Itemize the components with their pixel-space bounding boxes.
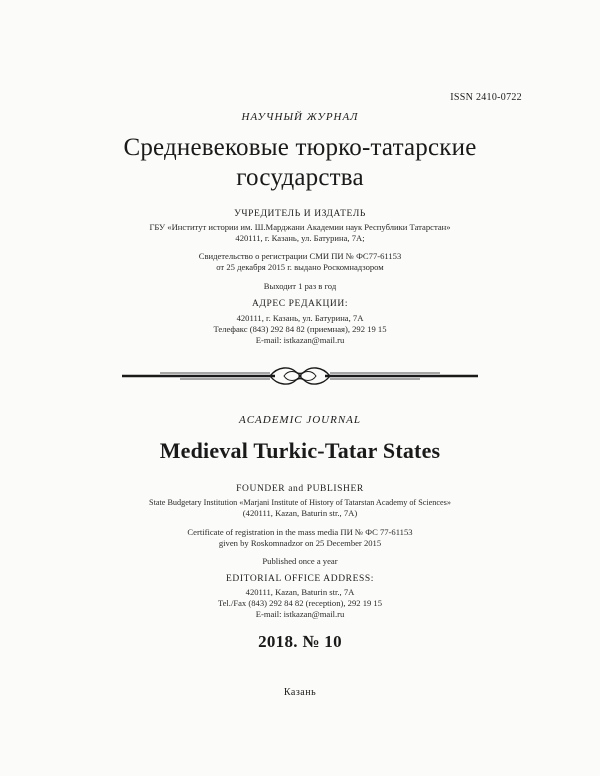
- journal-title-en: Medieval Turkic-Tatar States: [159, 438, 441, 463]
- certificate-line1-en: Certificate of registration in the mass media ПИ № ФС 77-61153: [187, 527, 413, 537]
- certificate-line2-ru: от 25 декабря 2015 г. выдано Роскомнадзором: [216, 262, 384, 272]
- address-line3-ru: E-mail: istkazan@mail.ru: [255, 335, 345, 345]
- publication-city: Казань: [283, 687, 317, 698]
- address-line2-en: Tel./Fax (843) 292 84 82 (reception), 292 19 15: [217, 598, 383, 608]
- address-line2-ru: Телефакс (843) 292 84 82 (приемная), 292 19 15: [213, 324, 387, 334]
- founder-line2-en: (420111, Kazan, Baturin str., 7A): [242, 508, 358, 518]
- issn-number: ISSN 2410-0722: [450, 92, 522, 103]
- founder-line1-ru: ГБУ «Институт истории им. Ш.Марджани Академии наук Республики Татарстан»: [149, 222, 451, 232]
- founder-line2-ru: 420111, г. Казань, ул. Батурина, 7А;: [235, 233, 365, 243]
- journal-title-ru-line1: Средневековые тюрко-татарские: [123, 134, 477, 161]
- address-heading-en: EDITORIAL OFFICE ADDRESS:: [225, 574, 374, 584]
- address-heading-ru: АДРЕС РЕДАКЦИИ:: [251, 299, 349, 309]
- frequency-ru: Выходит 1 раз в год: [263, 281, 337, 291]
- certificate-line1-ru: Свидетельство о регистрации СМИ ПИ № ФС77-61153: [198, 251, 402, 261]
- journal-type-ru: НАУЧНЫЙ ЖУРНАЛ: [241, 111, 359, 123]
- ornamental-divider: [120, 364, 480, 388]
- journal-type-en: ACADEMIC JOURNAL: [238, 414, 361, 426]
- journal-title-ru-line2: государства: [236, 164, 364, 191]
- journal-title-ru: [0, 133, 600, 193]
- address-line1-en: 420111, Kazan, Baturin str., 7A: [245, 587, 355, 597]
- founder-line1-en: State Budgetary Institution «Marjani Institute of History of Tatarstan Academy of Sciences»: [149, 498, 451, 507]
- founder-heading-en: FOUNDER and PUBLISHER: [236, 484, 364, 494]
- frequency-en: Published once a year: [262, 556, 338, 566]
- certificate-line2-en: given by Roskomnadzor on 25 December 2015: [218, 538, 382, 548]
- address-line1-ru: 420111, г. Казань, ул. Батурина, 7А: [236, 313, 364, 323]
- founder-heading-ru: УЧРЕДИТЕЛЬ И ИЗДАТЕЛЬ: [234, 209, 366, 219]
- address-line3-en: E-mail: istkazan@mail.ru: [255, 609, 345, 619]
- issue-number: 2018. № 10: [258, 632, 342, 651]
